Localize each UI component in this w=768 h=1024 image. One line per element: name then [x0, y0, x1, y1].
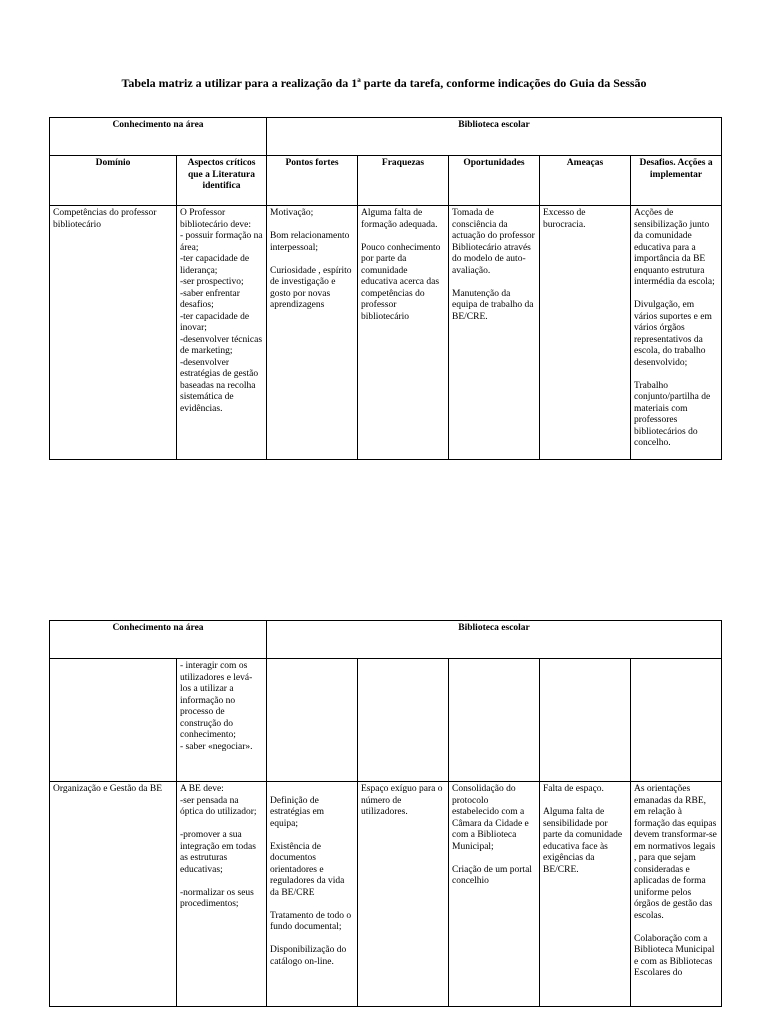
- cell-dominio: Organização e Gestão da BE: [50, 782, 177, 1007]
- cell-desafios: [631, 659, 722, 782]
- header-ameacas: Ameaças: [540, 156, 631, 206]
- cell-desafios: Acções de sensibilização junto da comunidade educativa para a importância da BE enquanto estrutura intermédia da escola; Divulgação, em vários suportes e em vários órgãos representativos da escola, do trabalho desenvolvido; Trabalho conjunto/partilha de materiais com professores bibliotecários do concelho.: [631, 206, 722, 460]
- header-biblioteca: Biblioteca escolar: [267, 621, 722, 659]
- cell-dominio: [50, 659, 177, 782]
- table-row: [50, 206, 722, 460]
- cell-aspectos: - interagir com os utilizadores e levá-los a utilizar a informação no processo de construção do conhecimento; - saber «negociar».: [177, 659, 267, 782]
- cell-oportunidades: Tomada de consciência da actuação do professor Bibliotecário através do modelo de auto-avaliação. Manutenção da equipa de trabalho da BE/CRE.: [449, 206, 540, 460]
- cell-ameacas: Falta de espaço. Alguma falta de sensibilidade por parte da comunidade educativa face às exigências da BE/CRE.: [540, 782, 631, 1007]
- cell-fraquezas: Alguma falta de formação adequada. Pouco conhecimento por parte da comunidade educativa acerca das competências do professor bibliotecário: [358, 206, 449, 460]
- header-conhecimento: Conhecimento na área: [50, 118, 267, 156]
- header-aspectos: Aspectos críticos que a Literatura identifica: [177, 156, 267, 206]
- cell-ameacas: Excesso de burocracia.: [540, 206, 631, 460]
- cell-ameacas: [540, 659, 631, 782]
- cell-desafios: As orientações emanadas da RBE, em relação à formação das equipas devem transformar-se em normativos legais , para que sejam consideradas e aplicadas de forma uniforme pelos órgãos de gestão das escolas. Colaboração com a Biblioteca Municipal e com as Bibliotecas Escolares do: [631, 782, 722, 1007]
- cell-pontos-fortes: Motivação; Bom relacionamento interpessoal; Curiosidade , espírito de investigação e gosto por novas aprendizagens: [267, 206, 358, 460]
- header-dominio: Domínio: [50, 156, 177, 206]
- header-biblioteca: Biblioteca escolar: [267, 118, 722, 156]
- cell-dominio: Competências do professor bibliotecário: [50, 206, 177, 460]
- header-fraquezas: Fraquezas: [358, 156, 449, 206]
- header-pontos-fortes: Pontos fortes: [267, 156, 358, 206]
- cell-fraquezas: Espaço exíguo para o número de utilizadores.: [358, 782, 449, 1007]
- cell-pontos-fortes: [267, 659, 358, 782]
- table-row: [50, 659, 722, 782]
- header-desafios: Desafios. Acções a implementar: [631, 156, 722, 206]
- header-oportunidades: Oportunidades: [449, 156, 540, 206]
- cell-aspectos: A BE deve: -ser pensada na óptica do utilizador; -promover a sua integração em todas as estruturas educativas; -normalizar os seus procedimentos;: [177, 782, 267, 1007]
- header-conhecimento: Conhecimento na área: [50, 621, 267, 659]
- cell-aspectos: O Professor bibliotecário deve: - possuir formação na área; -ter capacidade de liderança; -ser prospectivo; -saber enfrentar desafios; -ter capacidade de inovar; -desenvolver técnicas de marketing; -desenvolver estratégias de gestão baseadas na recolha sistemática de evidências.: [177, 206, 267, 460]
- cell-fraquezas: [358, 659, 449, 782]
- cell-oportunidades: Consolidação do protocolo estabelecido com a Câmara da Cidade e com a Biblioteca Municipal; Criação de um portal concelhio: [449, 782, 540, 1007]
- table-row: [50, 782, 722, 1007]
- matrix-table-1: [49, 117, 722, 460]
- cell-oportunidades: [449, 659, 540, 782]
- document-title: Tabela matriz a utilizar para a realização da 1ª parte da tarefa, conforme indicações do Guia da Sessão: [121, 76, 647, 90]
- matrix-table-2: [49, 620, 722, 1007]
- cell-pontos-fortes: Definição de estratégias em equipa; Existência de documentos orientadores e reguladores da vida da BE/CRE Tratamento de todo o fundo documental; Disponibilização do catálogo on-line.: [267, 782, 358, 1007]
